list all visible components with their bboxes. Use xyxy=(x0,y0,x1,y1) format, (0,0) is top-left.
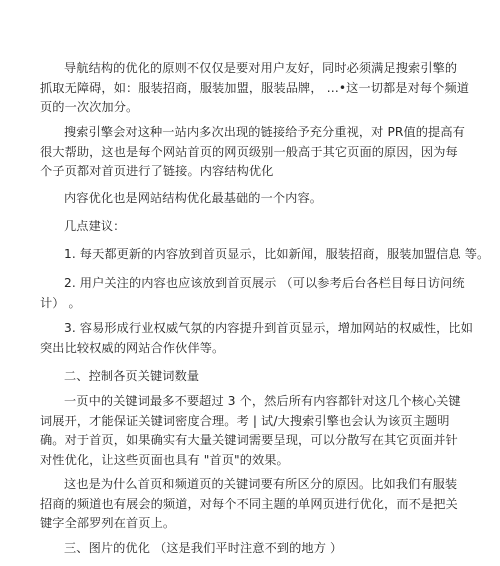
text-line: 这也是为什么首页和频道页的关键词要有所区分的原因。比如我们有服装 xyxy=(64,477,458,491)
text-line: 很大帮助，这也是每个网站首页的网页级别一般高于其它页面的原因，因为每 xyxy=(40,144,458,159)
paragraph-suggestion-3 xyxy=(40,319,473,358)
text-line: 招商的频道也有展会的频道，对每个不同主题的单网页进行优化，而不是把关 xyxy=(40,496,458,511)
text-line: 3. 容易形成行业权威气氛的内容提升到首页显示，增加网站的权威性，比如 xyxy=(64,321,474,335)
text-line: 计） 。 xyxy=(40,295,81,310)
text-line: 抓取无障碍，如：服装招商，服装加盟，服装品牌， …•这一切都是对每个频道 xyxy=(40,80,470,95)
text-line: 词展开，才能保证关键词密度合理。考 | 试/大搜索引擎也会认为该页主题明 xyxy=(40,413,450,428)
text-line: 一页中的关键词最多不要超过 3 个，然后所有内容都针对这几个核心关键 xyxy=(64,394,461,408)
text-line: 2. 用户关注的内容也应该放到首页展示 （可以参考后台各栏目每日访问统 xyxy=(64,276,465,290)
text-line: 个子页都对首页进行了链接。内容结构优化 xyxy=(40,164,274,178)
paragraph-search-engine-links xyxy=(40,123,465,182)
text-line: 键字全部罗列在首页上。 xyxy=(40,516,176,530)
text-line: 搜索引擎会对这种一站内多次出现的链接给予充分重视，对 PR值的提高有 xyxy=(64,125,465,139)
text-line: 对性优化，让这些页面也具有 "首页"的效果。 xyxy=(40,452,289,467)
paragraph-keyword-differentiation xyxy=(40,475,458,534)
paragraph-navigation-principle xyxy=(40,59,470,118)
text-line: 突出比较权威的网站合作伙伴等。 xyxy=(40,340,225,355)
paragraph-suggestion-1 xyxy=(64,245,489,265)
paragraph-content-optimization xyxy=(64,189,322,209)
text-line: 1. 每天都更新的内容放到首页显示，比如新闻，服装招商，服装加盟信息 等。 xyxy=(64,247,490,261)
text-line: 内容优化也是网站结构优化最基础的一个内容。 xyxy=(64,191,323,205)
text-line: 三、图片的优化 （这是我们平时注意不到的地方 ） xyxy=(64,541,343,555)
text-line: 二、控制各页关键词数量 xyxy=(64,369,200,383)
paragraph-suggestions-heading xyxy=(64,217,125,237)
text-line: 页的一次次加分。 xyxy=(40,100,139,114)
section-heading-image-optimization xyxy=(64,539,342,559)
section-heading-keyword-count xyxy=(64,367,199,387)
paragraph-suggestion-2 xyxy=(40,274,465,313)
paragraph-keyword-limit xyxy=(40,392,461,470)
text-line: 确。对于首页，如果确实有大量关键词需要呈现，可以分散写在其它页面并针 xyxy=(40,433,458,447)
text-line: 导航结构的优化的原则不仅仅是要对用户友好，同时必须满足搜索引擎的 xyxy=(64,61,458,75)
text-line: 几点建议： xyxy=(64,219,126,233)
